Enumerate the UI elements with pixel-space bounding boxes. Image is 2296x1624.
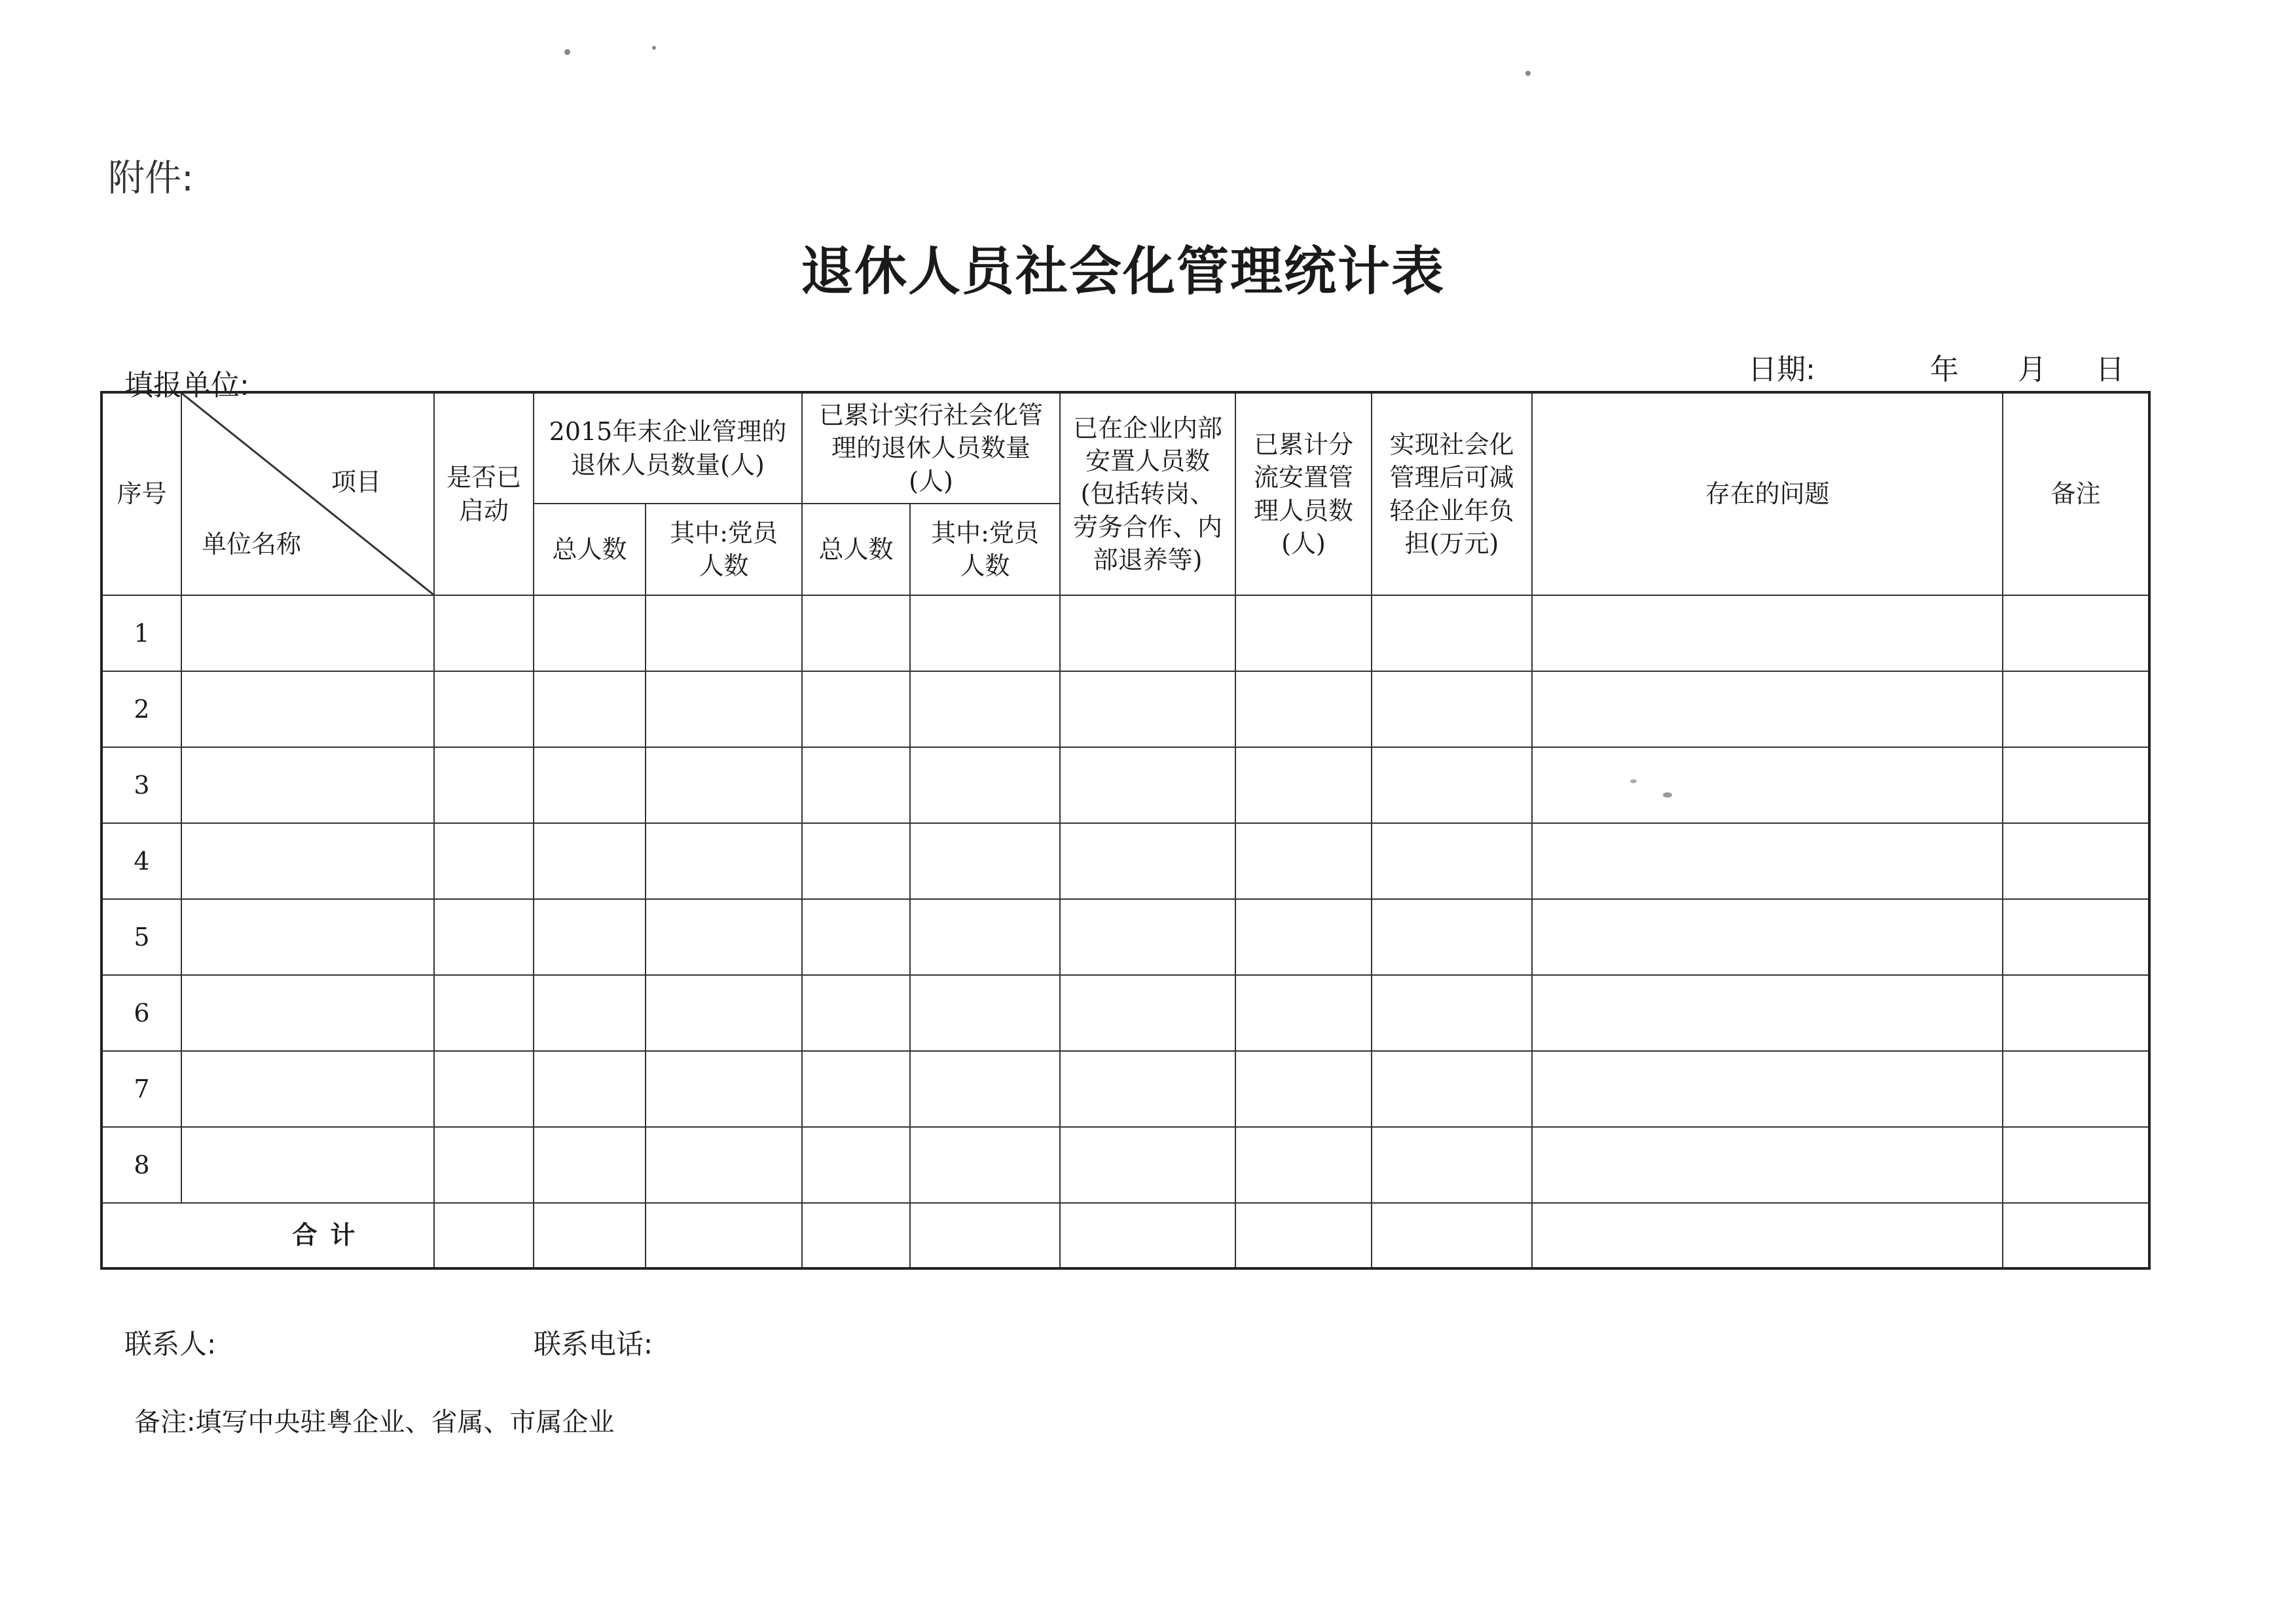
row-number: 8 xyxy=(101,1127,181,1203)
input-cell[interactable] xyxy=(910,1127,1060,1203)
input-cell[interactable] xyxy=(802,1051,910,1127)
input-cell[interactable] xyxy=(1060,823,1235,899)
input-cell[interactable] xyxy=(534,595,646,671)
total-cell xyxy=(434,1203,534,1268)
date-year: 年 xyxy=(1929,353,1959,386)
total-cell xyxy=(1060,1203,1235,1268)
page-title: 退休人员社会化管理统计表 xyxy=(801,241,1445,302)
row-number: 7 xyxy=(101,1051,181,1127)
header-2015-retirees: 2015年末企业管理的退休人员数量(人) xyxy=(534,392,802,504)
input-cell[interactable] xyxy=(2003,899,2149,975)
input-cell[interactable] xyxy=(1060,595,1235,671)
input-cell[interactable] xyxy=(2003,671,2149,747)
table-row xyxy=(101,975,2149,1051)
header-problems: 存在的问题 xyxy=(1532,392,2003,595)
input-cell[interactable] xyxy=(434,823,534,899)
input-cell[interactable] xyxy=(1060,1051,1235,1127)
header-remarks: 备注 xyxy=(2003,392,2149,595)
input-cell[interactable] xyxy=(434,595,534,671)
input-cell[interactable] xyxy=(910,975,1060,1051)
input-cell[interactable] xyxy=(434,899,534,975)
input-cell[interactable] xyxy=(434,975,534,1051)
input-cell[interactable] xyxy=(534,1127,646,1203)
input-cell[interactable] xyxy=(181,823,434,899)
header-2015-party: 其中:党员人数 xyxy=(646,504,802,595)
input-cell[interactable] xyxy=(802,899,910,975)
input-cell[interactable] xyxy=(646,747,802,823)
input-cell[interactable] xyxy=(1235,747,1372,823)
header-cum-party: 其中:党员人数 xyxy=(910,504,1060,595)
input-cell[interactable] xyxy=(1532,1051,2003,1127)
scan-speck xyxy=(652,46,656,50)
input-cell[interactable] xyxy=(534,1051,646,1127)
input-cell[interactable] xyxy=(802,747,910,823)
input-cell[interactable] xyxy=(1235,899,1372,975)
diagonal-line xyxy=(182,394,433,595)
input-cell[interactable] xyxy=(1372,747,1532,823)
scan-speck xyxy=(1525,71,1531,76)
input-cell[interactable] xyxy=(434,1051,534,1127)
input-cell[interactable] xyxy=(802,671,910,747)
attachment-label: 附件: xyxy=(108,157,194,200)
input-cell[interactable] xyxy=(1060,975,1235,1051)
input-cell[interactable] xyxy=(2003,1051,2149,1127)
reporting-unit-label: 填报单位: xyxy=(124,369,249,402)
input-cell[interactable] xyxy=(2003,823,2149,899)
table-row xyxy=(101,595,2149,671)
header-started: 是否已启动 xyxy=(434,392,534,595)
input-cell[interactable] xyxy=(1532,975,2003,1051)
input-cell[interactable] xyxy=(1235,671,1372,747)
input-cell[interactable] xyxy=(910,823,1060,899)
header-diagonal xyxy=(181,392,434,595)
row-number: 2 xyxy=(101,671,181,747)
input-cell[interactable] xyxy=(1372,671,1532,747)
total-cell xyxy=(534,1203,646,1268)
input-cell[interactable] xyxy=(1532,595,2003,671)
input-cell[interactable] xyxy=(434,747,534,823)
input-cell[interactable] xyxy=(534,823,646,899)
input-cell[interactable] xyxy=(181,595,434,671)
input-cell[interactable] xyxy=(434,671,534,747)
table-row xyxy=(101,1127,2149,1203)
total-label: 合计 xyxy=(101,1203,434,1268)
date-day: 日 xyxy=(2095,353,2124,386)
input-cell[interactable] xyxy=(910,899,1060,975)
header-cum-total: 总人数 xyxy=(802,504,910,595)
input-cell[interactable] xyxy=(1532,1127,2003,1203)
scan-speck xyxy=(1663,792,1672,798)
input-cell[interactable] xyxy=(646,823,802,899)
input-cell[interactable] xyxy=(181,747,434,823)
input-cell[interactable] xyxy=(2003,1127,2149,1203)
input-cell[interactable] xyxy=(2003,975,2149,1051)
table-row xyxy=(101,899,2149,975)
input-cell[interactable] xyxy=(1532,899,2003,975)
input-cell[interactable] xyxy=(2003,595,2149,671)
input-cell[interactable] xyxy=(1372,975,1532,1051)
date-month: 月 xyxy=(2017,353,2047,386)
table-row xyxy=(101,823,2149,899)
input-cell[interactable] xyxy=(1235,595,1372,671)
table-row xyxy=(101,671,2149,747)
date-line xyxy=(1748,346,2124,388)
input-cell[interactable] xyxy=(434,1127,534,1203)
input-cell[interactable] xyxy=(1060,899,1235,975)
header-2015-total: 总人数 xyxy=(534,504,646,595)
input-cell[interactable] xyxy=(646,899,802,975)
scan-speck xyxy=(564,49,570,55)
header-diverted: 已累计分流安置管理人员数(人) xyxy=(1235,392,1372,595)
header-internal-placement: 已在企业内部安置人员数(包括转岗、劳务合作、内部退养等) xyxy=(1060,392,1235,595)
table-row xyxy=(101,747,2149,823)
table-body xyxy=(101,595,2149,1203)
input-cell[interactable] xyxy=(802,1127,910,1203)
header-unit-name: 单位名称 xyxy=(202,530,302,559)
row-number: 3 xyxy=(101,747,181,823)
input-cell[interactable] xyxy=(646,1051,802,1127)
input-cell[interactable] xyxy=(1235,1127,1372,1203)
input-cell[interactable] xyxy=(1372,899,1532,975)
input-cell[interactable] xyxy=(1372,1051,1532,1127)
input-cell[interactable] xyxy=(1235,975,1372,1051)
input-cell[interactable] xyxy=(646,1127,802,1203)
input-cell[interactable] xyxy=(181,899,434,975)
input-cell[interactable] xyxy=(181,1127,434,1203)
total-cell xyxy=(646,1203,802,1268)
input-cell[interactable] xyxy=(1060,671,1235,747)
contact-phone-label: 联系电话: xyxy=(534,1328,653,1360)
input-cell[interactable] xyxy=(534,975,646,1051)
input-cell[interactable] xyxy=(1532,671,2003,747)
row-number: 1 xyxy=(101,595,181,671)
scan-speck xyxy=(1630,779,1637,783)
input-cell[interactable] xyxy=(534,671,646,747)
table-row xyxy=(101,1051,2149,1127)
total-cell xyxy=(802,1203,910,1268)
input-cell[interactable] xyxy=(1235,1051,1372,1127)
total-cell xyxy=(2003,1203,2149,1268)
date-label: 日期: xyxy=(1748,353,1815,386)
header-seq: 序号 xyxy=(101,392,181,595)
input-cell[interactable] xyxy=(910,747,1060,823)
input-cell[interactable] xyxy=(1060,747,1235,823)
total-cell xyxy=(910,1203,1060,1268)
input-cell[interactable] xyxy=(1372,1127,1532,1203)
input-cell[interactable] xyxy=(646,975,802,1051)
input-cell[interactable] xyxy=(802,975,910,1051)
input-cell[interactable] xyxy=(910,671,1060,747)
input-cell[interactable] xyxy=(802,595,910,671)
footnote: 备注:填写中央驻粤企业、省属、市属企业 xyxy=(134,1407,615,1437)
row-number: 5 xyxy=(101,899,181,975)
header-item: 项目 xyxy=(331,468,381,496)
input-cell[interactable] xyxy=(1372,823,1532,899)
input-cell[interactable] xyxy=(2003,747,2149,823)
input-cell[interactable] xyxy=(646,595,802,671)
contact-person-label: 联系人: xyxy=(124,1328,217,1360)
input-cell[interactable] xyxy=(910,595,1060,671)
input-cell[interactable] xyxy=(534,747,646,823)
input-cell[interactable] xyxy=(1532,823,2003,899)
input-cell[interactable] xyxy=(1060,1127,1235,1203)
input-cell[interactable] xyxy=(181,975,434,1051)
total-cell xyxy=(1372,1203,1532,1268)
row-number: 4 xyxy=(101,823,181,899)
total-cell xyxy=(1532,1203,2003,1268)
input-cell[interactable] xyxy=(1235,823,1372,899)
input-cell[interactable] xyxy=(181,1051,434,1127)
input-cell[interactable] xyxy=(1372,595,1532,671)
input-cell[interactable] xyxy=(910,1051,1060,1127)
header-burden-reduction: 实现社会化管理后可减轻企业年负担(万元) xyxy=(1372,392,1532,595)
header-cumulative-social: 已累计实行社会化管理的退休人员数量(人) xyxy=(802,392,1060,504)
input-cell[interactable] xyxy=(181,671,434,747)
input-cell[interactable] xyxy=(1532,747,2003,823)
input-cell[interactable] xyxy=(646,671,802,747)
input-cell[interactable] xyxy=(802,823,910,899)
statistics-table xyxy=(100,391,2151,1270)
input-cell[interactable] xyxy=(534,899,646,975)
total-cell xyxy=(1235,1203,1372,1268)
row-number: 6 xyxy=(101,975,181,1051)
